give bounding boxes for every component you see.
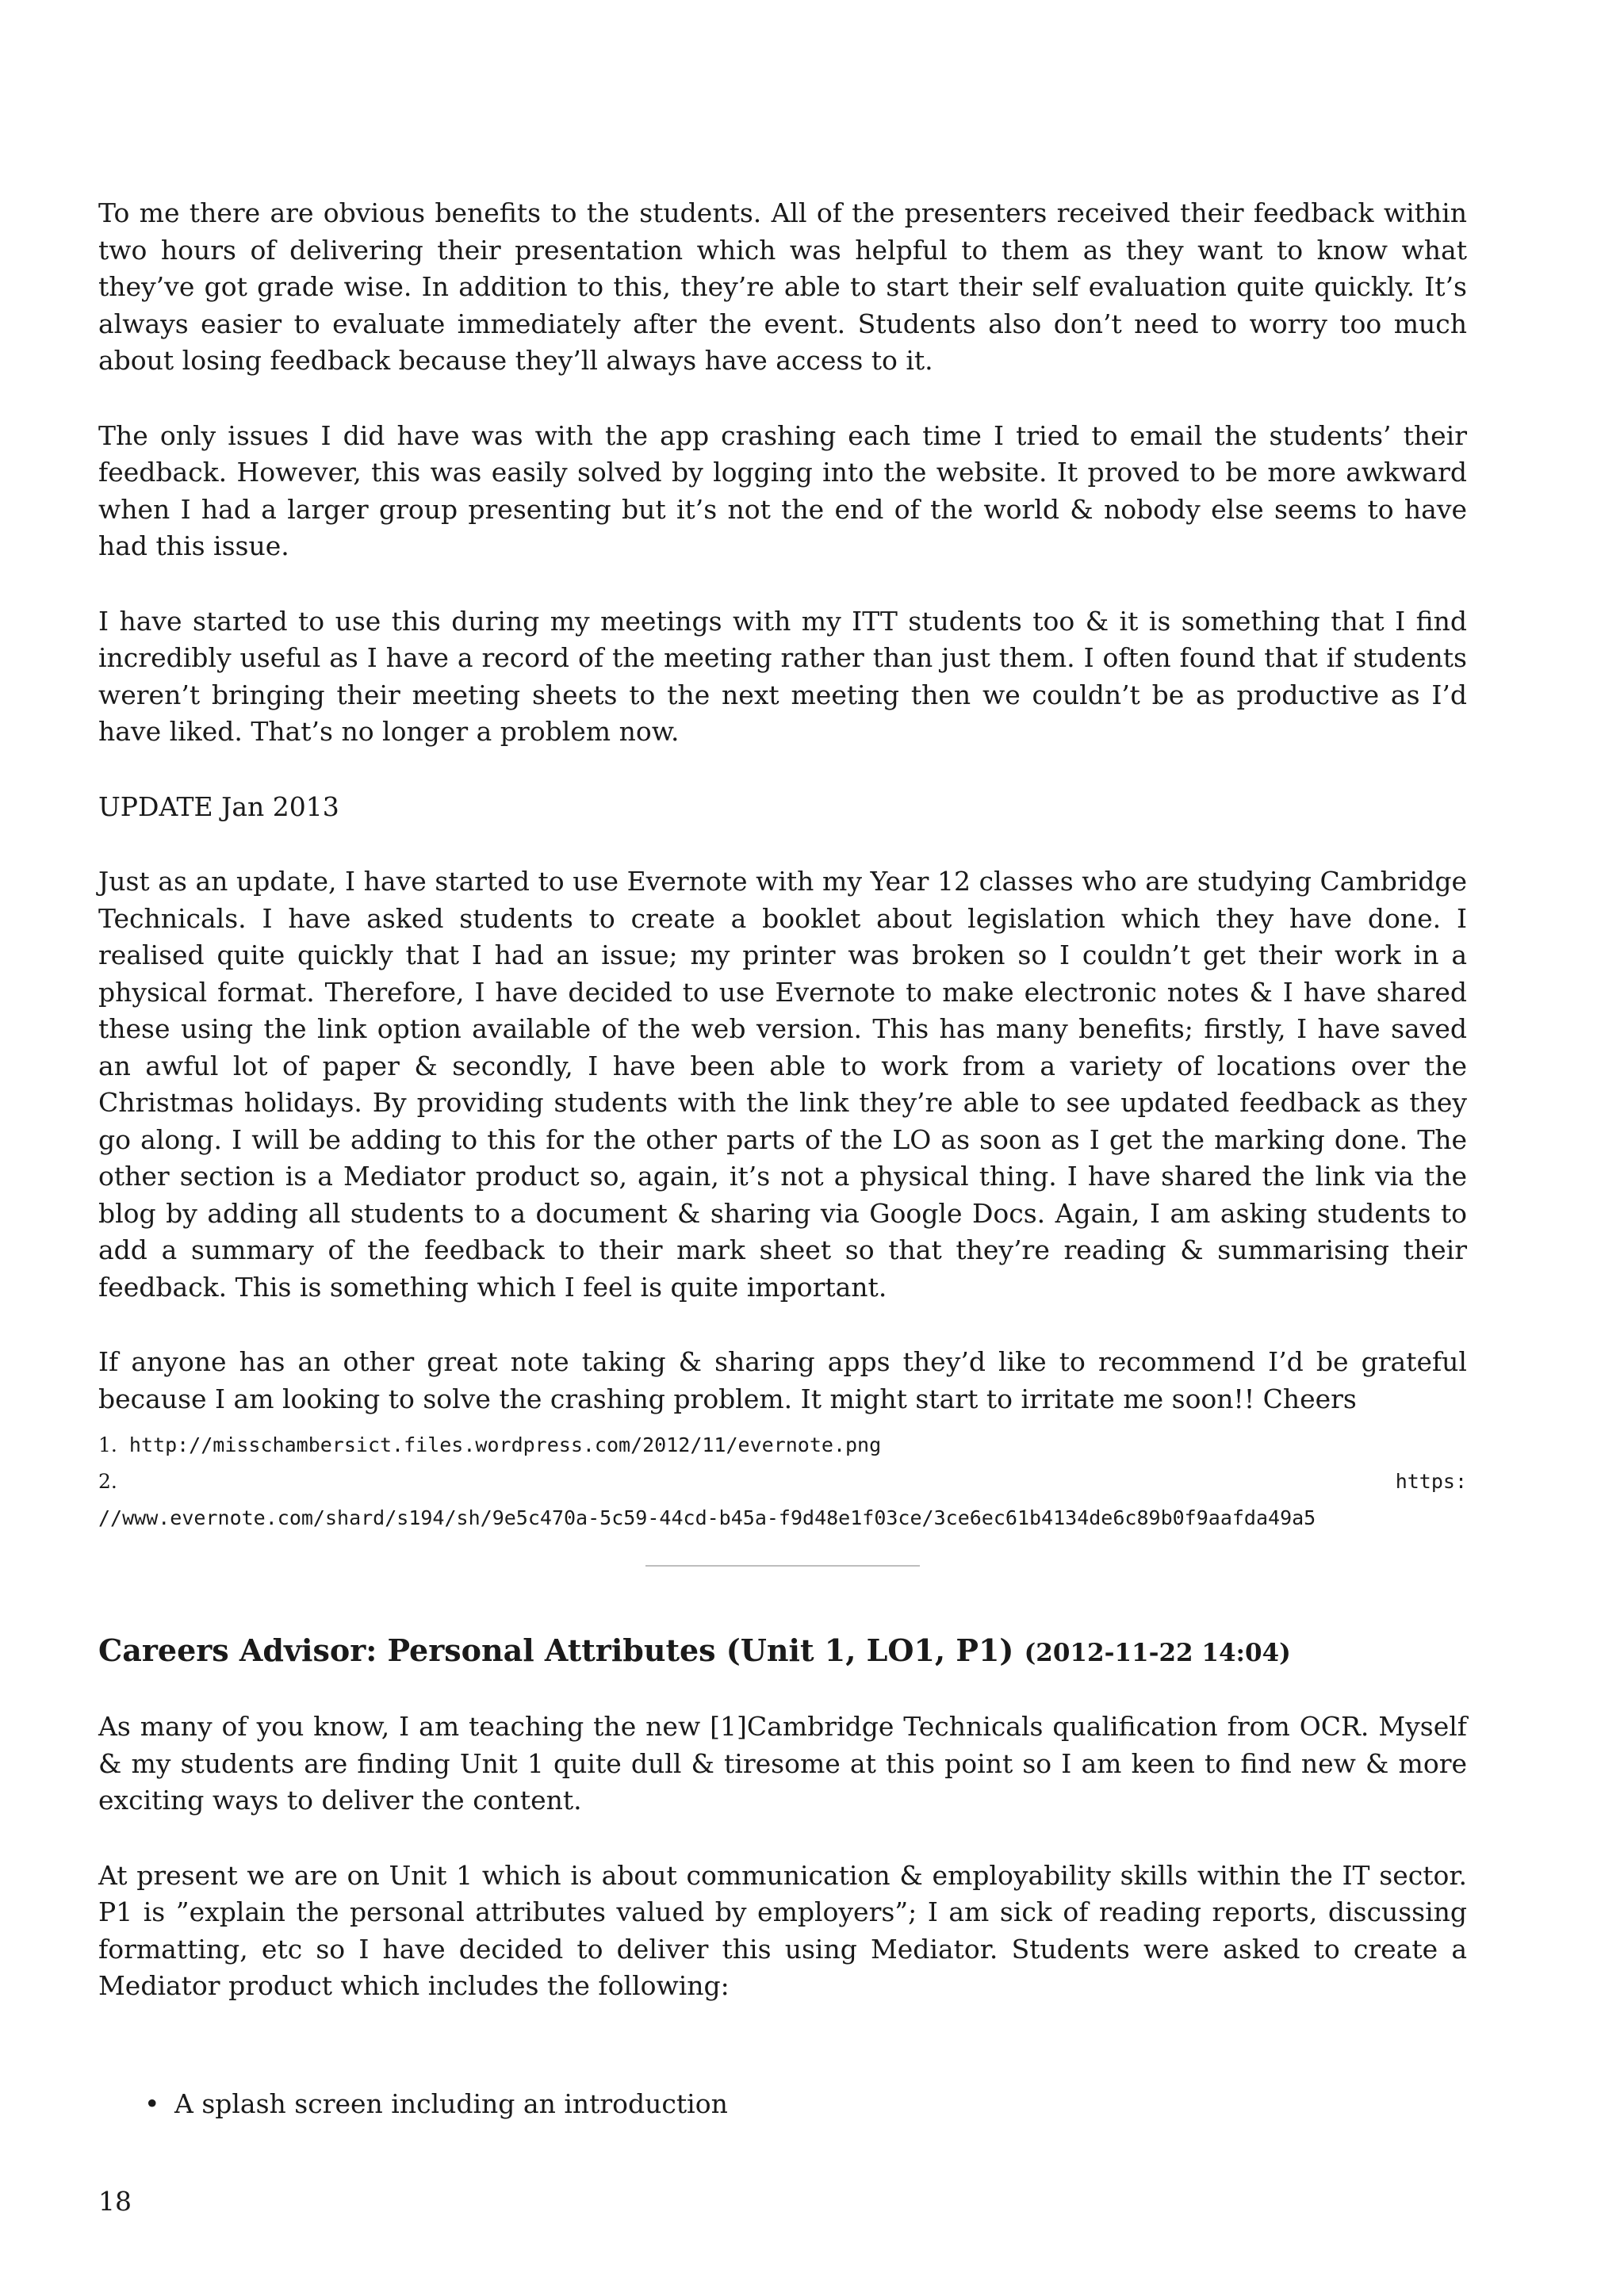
footnotes [98, 1427, 1467, 1536]
section-date: (2012-11-22 14:04) [1024, 1639, 1291, 1667]
footnote-1 [98, 1427, 1467, 1464]
paragraph-meetings: I have started to use this during my meetings with my ITT students too & it is something that I find incredibly useful as I have a record of the meeting rather than just them. I often found that if students weren’t bringing their meeting sheets to the next meeting then we couldn’t be as productive as I’d have liked. That’s no longer a problem now. [98, 605, 1467, 747]
section-title: Careers Advisor: Personal Attributes (Unit 1, LO1, P1) [98, 1632, 1014, 1668]
paragraph-benefits: To me there are obvious benefits to the students. All of the presenters received their feedback within two hours of delivering their presentation which was helpful to them as they want to know what they’ve got grade wise. In addition to this, they’re able to start their self evaluation quite quickly. It’s always easier to evaluate immediately after the event. Students also don’t need to worry too much about losing feedback because they’ll always have access to it. [98, 197, 1467, 376]
paragraph-update: Just as an update, I have started to use Evernote with my Year 12 classes who are studying Cambridge Technicals. I have asked students to create a booklet about legislation which they have done. I realised quite quickly that I had an issue; my printer was broken so I couldn’t get their work in a physical format. Therefore, I have decided to use Evernote to make electronic notes & I have shared these using the link option available of the web version. This has many benefits; firstly, I have saved an awful lot of paper & secondly, I have been able to work from a variety of locations over the Christmas holidays. By providing students with the link they’re able to see updated feedback as they go along. I will be adding to this for the other parts of the LO as soon as I get the marking done. The other section is a Mediator product so, again, it’s not a physical thing. I have shared the link via the blog by adding all students to a document & sharing via Google Docs. Again, I am asking students to add a summary of the feedback to their mark sheet so that they’re reading & summarising their feedback. This is something which I feel is quite important. [98, 866, 1467, 1303]
footnote-2-link-start[interactable]: https: [1395, 1470, 1467, 1493]
paragraph-closing: If anyone has an other great note taking & sharing apps they’d like to recommend I’d be grateful because I am looking to solve the crashing problem. It might start to irritate me soon!! Cheers [98, 1346, 1467, 1414]
list-item-text: A splash screen including an introduction [174, 2087, 728, 2119]
requirements-list [98, 2086, 1467, 2122]
list-item [98, 2086, 1467, 2122]
bullet-glyph: • [144, 2087, 160, 2119]
footnote-1-link[interactable]: http://misschambersict.files.wordpress.com/2012/11/evernote.png [128, 1433, 882, 1456]
section-heading [98, 1632, 1467, 1672]
footnote-2-link-end[interactable]: //www.evernote.com/shard/s194/sh/9e5c470a-5c59-44cd-b45a-f9d48e1f03ce/3ce6ec61b4134de6c89b0f9aafda49a5 [98, 1506, 1316, 1529]
section-divider [645, 1565, 920, 1567]
footnote-1-number: 1. [98, 1433, 117, 1456]
paragraph-issues: The only issues I did have was with the app crashing each time I tried to email the students’ their feedback. However, this was easily solved by logging into the website. It proved to be more awkward when I had a larger group presenting but it’s not the end of the world & nobody else seems to have had this issue. [98, 419, 1467, 561]
paragraph-intro: As many of you know, I am teaching the new [1]Cambridge Technicals qualification from OCR. Myself & my students are finding Unit 1 quite dull & tiresome at this point so I am keen to find new & more exciting ways to deliver the content. [98, 1711, 1467, 1816]
update-label: UPDATE Jan 2013 [98, 790, 339, 822]
page-number: 18 [98, 2186, 132, 2217]
paragraph-unit1: At present we are on Unit 1 which is about communication & employability skills within the IT sector. P1 is ”explain the personal attributes valued by employers”; I am sick of reading reports, discussing formatting, etc so I have decided to deliver this using Mediator. Students were asked to create a Mediator product which includes the following: [98, 1859, 1467, 2001]
footnote-2-number: 2. [98, 1470, 117, 1493]
document-page [98, 195, 1467, 2122]
footnote-2 [98, 1464, 1467, 1500]
